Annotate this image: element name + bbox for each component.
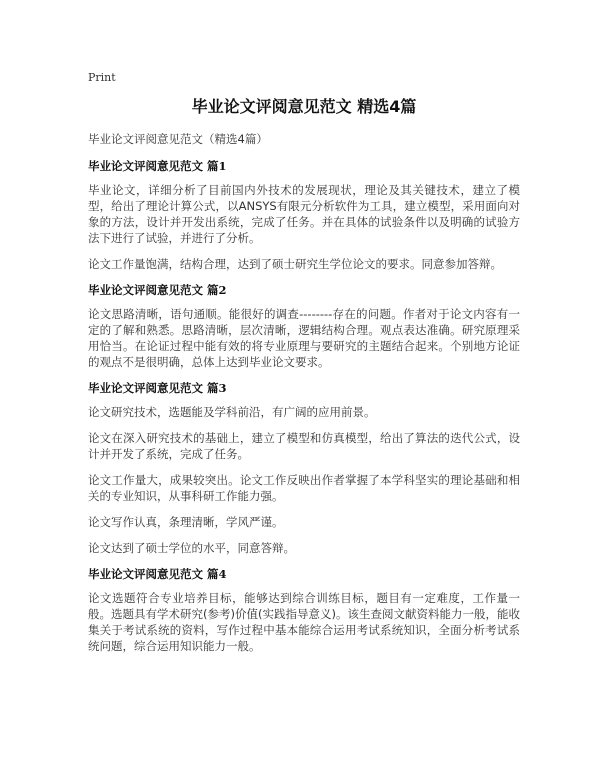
section-3-paragraph-1: 论文研究技术，选题能及学科前沿，有广阔的应用前景。	[88, 405, 376, 419]
section-2-paragraph-1: 论文思路清晰，语句通顺。能很好的调查--------存在的问题。作者对于论文内容有一定的了解和熟悉。思路清晰，层次清晰，逻辑结构合理。观点表达准确。研究原理采用恰当。在论证过程中能有效的将专业原理与要研究的主题结合起来。个别地方论证的观点不是很明确，总体上达到毕业论文要求。	[88, 307, 520, 369]
section-1-paragraph-2: 论文工作量饱满，结构合理，达到了硕士研究生学位论文的要求。同意参加答辩。	[88, 257, 502, 271]
print-label[interactable]: Print	[88, 71, 116, 84]
section-heading-3: 毕业论文评阅意见范文 篇3	[88, 381, 227, 395]
document-subtitle: 毕业论文评阅意见范文（精选4篇）	[88, 132, 268, 146]
section-heading-4: 毕业论文评阅意见范文 篇4	[88, 567, 227, 581]
section-3-paragraph-5: 论文达到了硕士学位的水平，同意答辩。	[88, 541, 295, 555]
section-4-paragraph-1: 论文选题符合专业培养目标，能够达到综合训练目标，题目有一定难度，工作量一般。选题具有学术研究(参考)价值(实践指导意义)。该生查阅文献资料能力一般，能收集关于考试系统的资料，写作过程中基本能综合运用考试系统知识，全面分析考试系统问题，综合运用知识能力一般。	[88, 591, 520, 653]
page-title: 毕业论文评阅意见范文 精选4篇	[191, 97, 417, 116]
section-heading-1: 毕业论文评阅意见范文 篇1	[88, 159, 227, 173]
section-3-paragraph-4: 论文写作认真，条理清晰，学风严谨。	[88, 515, 284, 529]
section-3-paragraph-2: 论文在深入研究技术的基础上，建立了模型和仿真模型，给出了算法的迭代公式，设计并开发了系统，完成了任务。	[88, 431, 520, 461]
document-body	[88, 131, 520, 664]
section-3-paragraph-3: 论文工作量大，成果较突出。论文工作反映出作者掌握了本学科坚实的理论基础和相关的专业知识，从事科研工作能力强。	[88, 473, 520, 503]
section-1-paragraph-1: 毕业论文，详细分析了目前国内外技术的发展现状，理论及其关键技术，建立了模型，给出了理论计算公式，以ANSYS有限元分析软件为工具，建立模型，采用面向对象的方法，设计并开发出系统，完成了任务。并在具体的试验条件以及明确的试验方法下进行了试验，并进行了分析。	[88, 183, 520, 245]
section-heading-2: 毕业论文评阅意见范文 篇2	[88, 283, 227, 297]
